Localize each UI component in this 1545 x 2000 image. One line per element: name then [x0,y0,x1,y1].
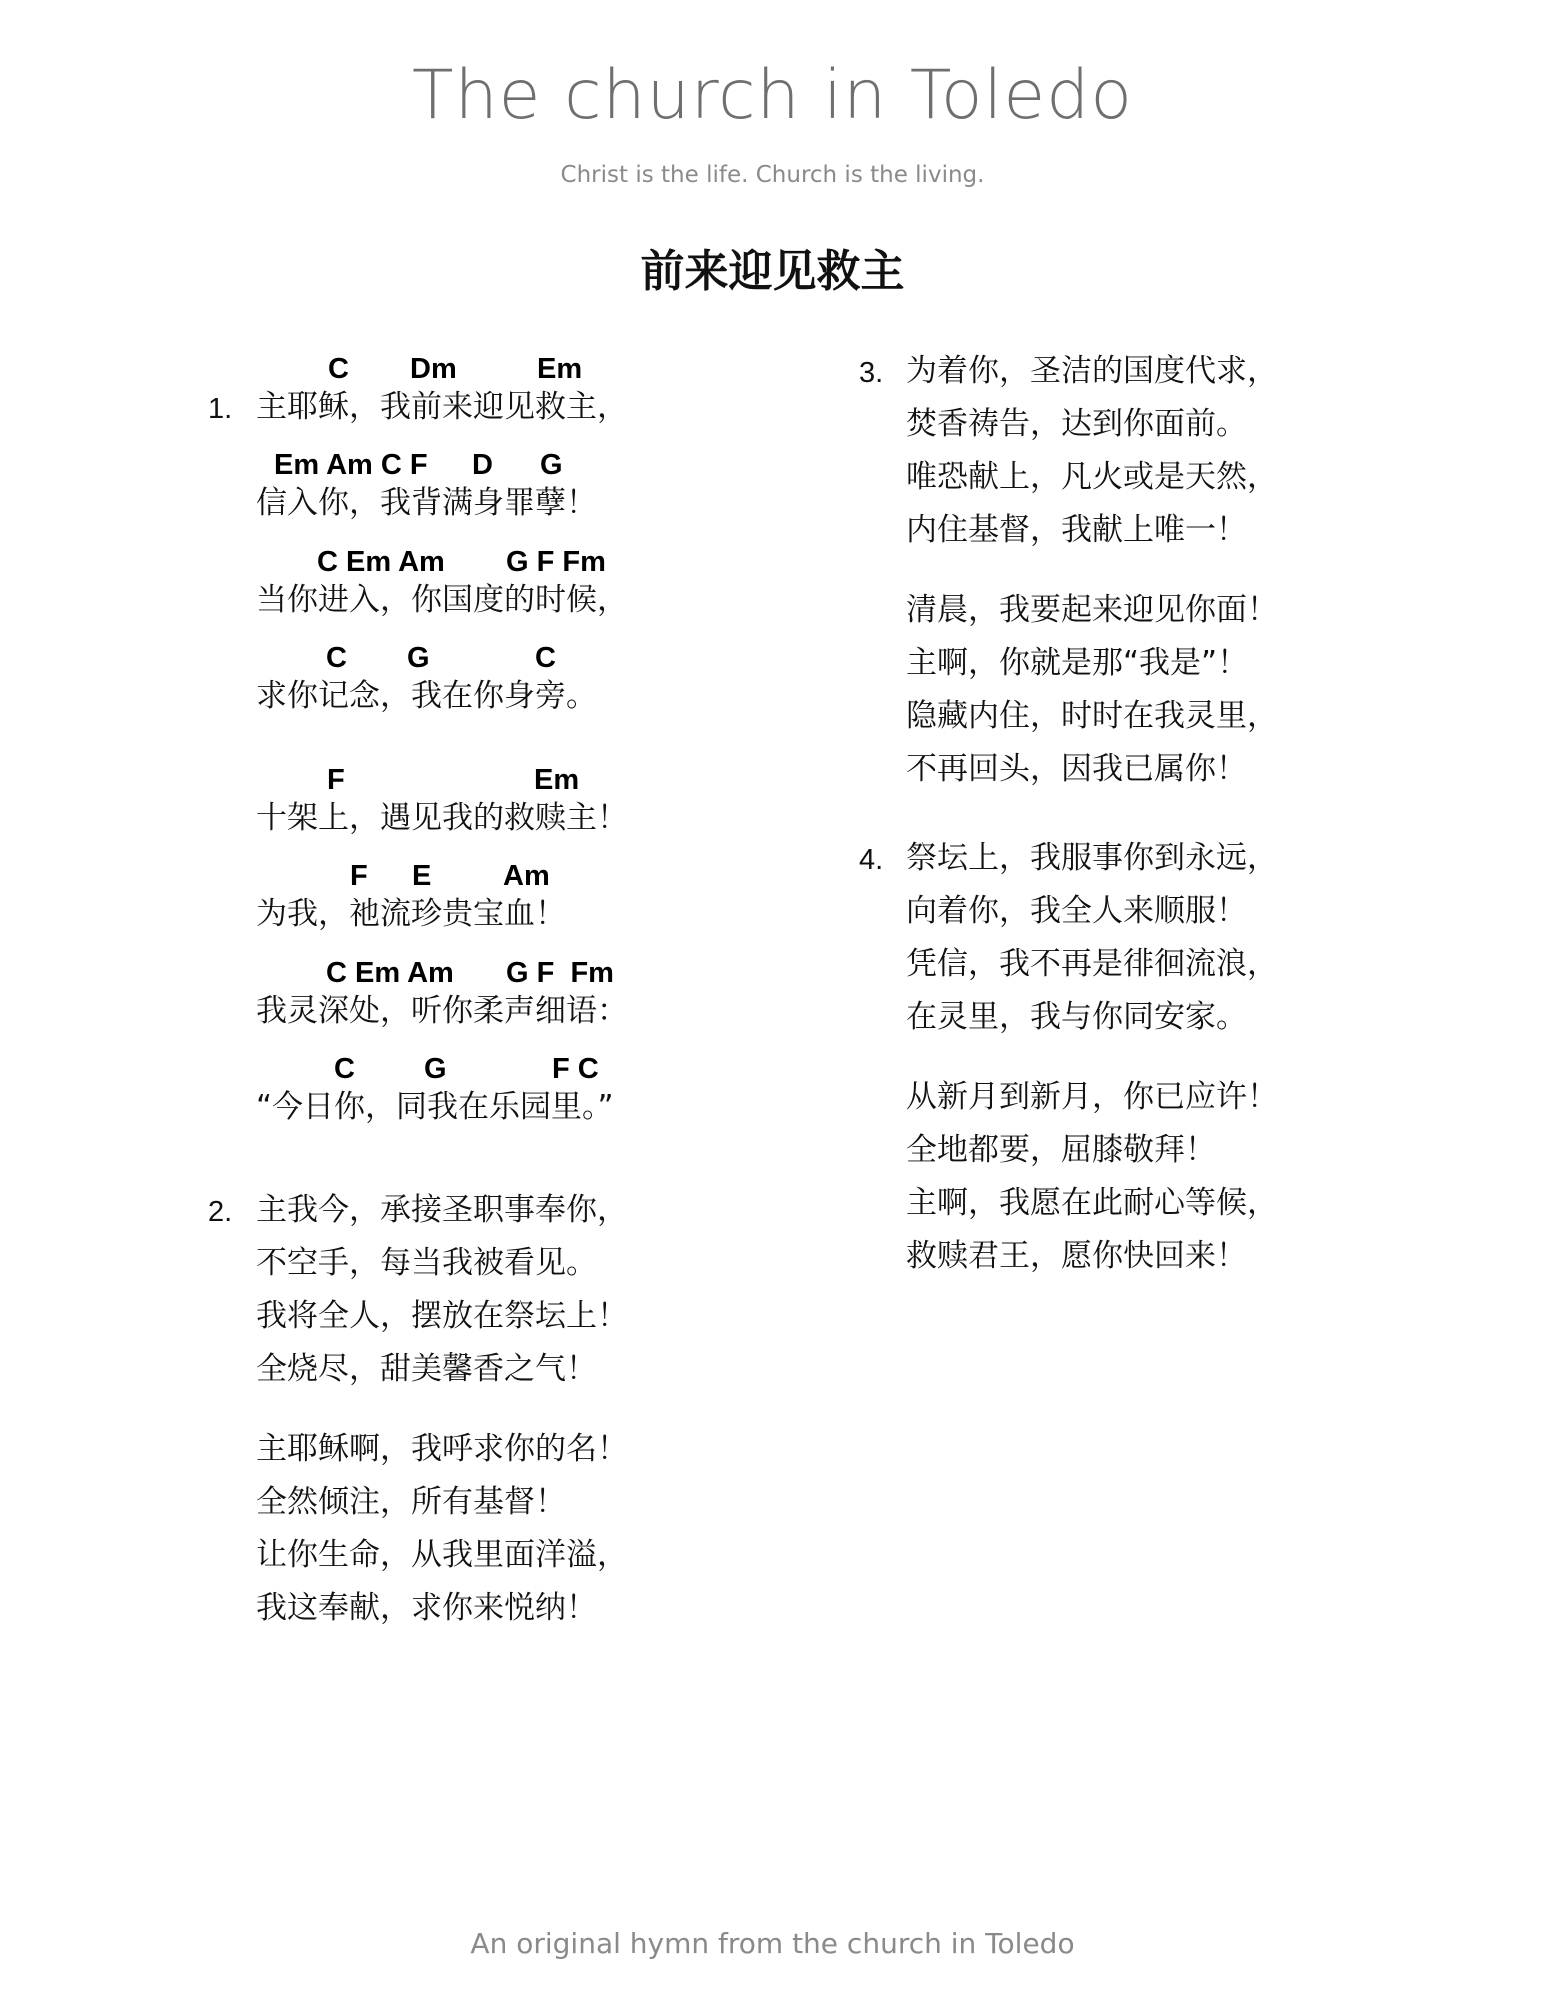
chord: C [328,353,349,385]
lyric-line: 十架上，遇见我的救赎主！ [256,800,628,836]
lyric-line: 为着你，圣洁的国度代求， [906,353,1278,389]
chord: C Em Am [326,957,454,989]
chord: G [424,1053,447,1085]
lyric-line: 求你记念，我在你身旁。 [256,678,597,714]
lyric-line: 隐藏内住，时时在我灵里， [906,698,1278,734]
chord: G [407,642,430,674]
lyric-line: 主啊，我愿在此耐心等候， [906,1185,1278,1221]
chord: G F Fm [506,546,606,578]
lyric-line: 我这奉献，求你来悦纳！ [256,1590,597,1626]
lyric-line: 主耶稣，我前来迎见救主， [256,389,628,425]
chord: Am [503,860,550,892]
chord: F [327,764,345,796]
lyric-line: 焚香祷告，达到你面前。 [906,406,1247,442]
chord: Em Am C F [274,449,428,481]
lyric-line: 我将全人，摆放在祭坛上！ [256,1298,628,1334]
lyric-line: 在灵里，我与你同安家。 [906,999,1247,1035]
lyric-line: 全然倾注，所有基督！ [256,1484,566,1520]
chord: E [412,860,432,892]
chord: C [326,642,347,674]
lyric-line: 主我今，承接圣职事奉你， [256,1192,628,1228]
lyric-line: 内住基督，我献上唯一！ [906,512,1247,548]
lyric-line: 祭坛上，我服事你到永远， [906,840,1278,876]
chord: Em [534,764,580,796]
footer-text: An original hymn from the church in Toledo [470,1927,1075,1960]
lyric-line: 为我，祂流珍贵宝血！ [256,896,566,932]
lyric-line: 不空手，每当我被看见。 [256,1245,597,1281]
chord: Dm [410,353,457,385]
lyric-line: 凭信，我不再是徘徊流浪， [906,946,1278,982]
hymn-title: 前来迎见救主 [640,246,905,297]
lyric-line: “今日你，同我在乐园里。” [256,1089,614,1125]
lyric-line: 信入你，我背满身罪孽！ [256,485,597,521]
chord: G [540,449,563,481]
lyric-line: 清晨，我要起来迎见你面！ [906,592,1278,628]
church-name: The church in Toledo [412,56,1133,135]
verse-number: 4. [859,844,884,876]
verse-number: 2. [208,1196,233,1228]
lyric-line: 全地都要，屈膝敬拜！ [906,1132,1216,1168]
lyric-line: 从新月到新月，你已应许！ [906,1079,1278,1115]
lyric-line: 我灵深处，听你柔声细语： [256,993,628,1029]
chord: C [334,1053,355,1085]
chord: G F Fm [506,957,614,989]
lyric-line: 全烧尽，甜美馨香之气！ [256,1351,597,1387]
chord: C Em Am [317,546,445,578]
lyric-line: 当你进入，你国度的时候， [256,582,628,618]
lyric-line: 主耶稣啊，我呼求你的名！ [256,1431,628,1467]
tagline: Christ is the life. Church is the living. [560,162,985,188]
lyric-line: 救赎君王，愿你快回来！ [906,1238,1247,1274]
chord: D [472,449,493,481]
verse-number: 3. [859,357,884,389]
lyric-line: 让你生命，从我里面洋溢， [256,1537,628,1573]
lyric-line: 主啊，你就是那“我是”！ [906,645,1249,681]
lyric-line: 唯恐献上，凡火或是天然， [906,459,1278,495]
verse-number: 1. [208,393,233,425]
chord: C [535,642,556,674]
chord: F C [552,1053,599,1085]
chord: F [350,860,368,892]
lyric-line: 不再回头，因我已属你！ [906,751,1247,787]
chord: Em [537,353,583,385]
lyric-line: 向着你，我全人来顺服！ [906,893,1247,929]
